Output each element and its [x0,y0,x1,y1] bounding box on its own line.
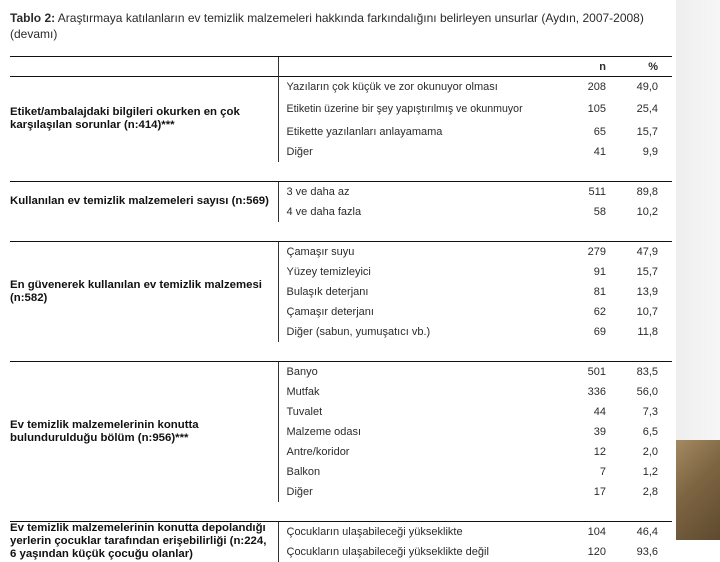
count-cell: 62 [593,305,606,318]
count-cell: 105 [587,103,606,115]
item-label: 4 ve daha fazla [278,202,578,222]
table-row [10,522,672,542]
spacer-cell [10,162,672,182]
percent-cell: 10,7 [636,305,658,318]
count-cell: 12 [593,445,606,458]
percent-cell: 49,0 [620,77,672,97]
count-cell: 91 [593,265,606,278]
percent-cell: 13,9 [636,285,658,298]
item-label: Yüzey temizleyici [278,262,578,282]
item-label: Balkon [278,462,578,482]
group-spacer [10,162,672,182]
percent-cell: 15,7 [636,265,658,278]
caption-label: Tablo 2: [10,11,56,25]
percent-cell: 11,8 [637,325,658,338]
count-cell: 65 [593,125,606,138]
awareness-table [10,56,672,562]
table-row [10,362,672,382]
count-cell: 279 [578,242,620,262]
header-empty [10,57,278,77]
count-cell: 81 [593,285,606,298]
item-label: Çamaşır suyu [278,242,578,262]
percent-cell: 9,9 [642,145,658,158]
percent-cell: 15,7 [636,125,658,138]
category-cell: Etiket/ambalajdaki bilgileri okurken en çok karşılaşılan sorunlar (n:414)*** [10,77,278,162]
item-label: Malzeme odası [278,422,578,442]
category-cell: Kullanılan ev temizlik malzemeleri sayısı (n:569) [10,182,278,222]
count-cell: 336 [587,385,606,398]
group-spacer [10,342,672,362]
item-label: Diğer [278,482,578,502]
count-cell: 44 [593,405,606,418]
percent-cell: 7,3 [642,405,658,418]
item-label: Yazıların çok küçük ve zor okunuyor olması [278,77,578,97]
count-cell: 511 [578,182,620,202]
count-cell: 39 [593,425,606,438]
percent-cell: 1,2 [642,465,658,478]
percent-cell: 93,6 [636,545,658,558]
header-pct: % [620,57,672,77]
percent-cell: 47,9 [620,242,672,262]
count-cell: 58 [593,205,606,218]
item-label: Çocukların ulaşabileceği yükseklikte değil [278,542,578,562]
category-cell: Ev temizlik malzemelerinin konutta bulundurulduğu bölüm (n:956)*** [10,362,278,502]
category-cell: En güvenerek kullanılan ev temizlik malzemesi (n:582) [10,242,278,342]
item-label: Etikette yazılanları anlayamama [278,122,578,142]
percent-cell: 6,5 [642,425,658,438]
category-cell: Ev temizlik malzemelerinin konutta depolandığı yerlerin çocuklar tarafından erişebilirliği (n:224, 6 yaşından küçük çocuğu olanlar) [10,522,278,562]
item-label: Diğer [278,142,578,162]
spacer-cell [10,502,672,522]
slide-wood-texture [676,440,720,540]
count-cell: 7 [599,465,606,478]
table-row [10,242,672,262]
percent-cell: 89,8 [620,182,672,202]
item-label: Mutfak [278,382,578,402]
count-cell: 208 [578,77,620,97]
item-label: Etiketin üzerine bir şey yapıştırılmış ve okunmuyor [278,97,578,122]
item-label: Çamaşır deterjanı [278,302,578,322]
count-cell: 104 [578,522,620,542]
caption-text: Araştırmaya katılanların ev temizlik malzemeleri hakkında farkındalığını belirleyen unsurlar (Aydın, 2007-2008) (devamı) [10,11,644,41]
item-label: Banyo [278,362,578,382]
spacer-cell [10,342,672,362]
header-item [278,57,578,77]
item-label: 3 ve daha az [278,182,578,202]
item-label: Tuvalet [278,402,578,422]
spacer-cell [10,222,672,242]
header-n: n [578,57,620,77]
percent-cell: 10,2 [636,205,658,218]
count-cell: 501 [578,362,620,382]
percent-cell: 2,0 [642,445,658,458]
count-cell: 17 [593,485,606,498]
percent-cell: 25,4 [636,103,658,115]
item-label: Bulaşık deterjanı [278,282,578,302]
item-label: Çocukların ulaşabileceği yükseklikte [278,522,578,542]
group-spacer [10,502,672,522]
table-caption [10,10,670,42]
group-spacer [10,222,672,242]
percent-cell: 46,4 [620,522,672,542]
item-label: Diğer (sabun, yumuşatıcı vb.) [278,322,578,342]
count-cell: 69 [593,325,606,338]
item-label: Antre/koridor [278,442,578,462]
percent-cell: 2,8 [642,485,658,498]
table-header-row [10,57,672,77]
percent-cell: 56,0 [636,385,658,398]
table-row [10,77,672,97]
count-cell: 120 [587,545,606,558]
count-cell: 41 [593,145,606,158]
percent-cell: 83,5 [620,362,672,382]
table-row [10,182,672,202]
